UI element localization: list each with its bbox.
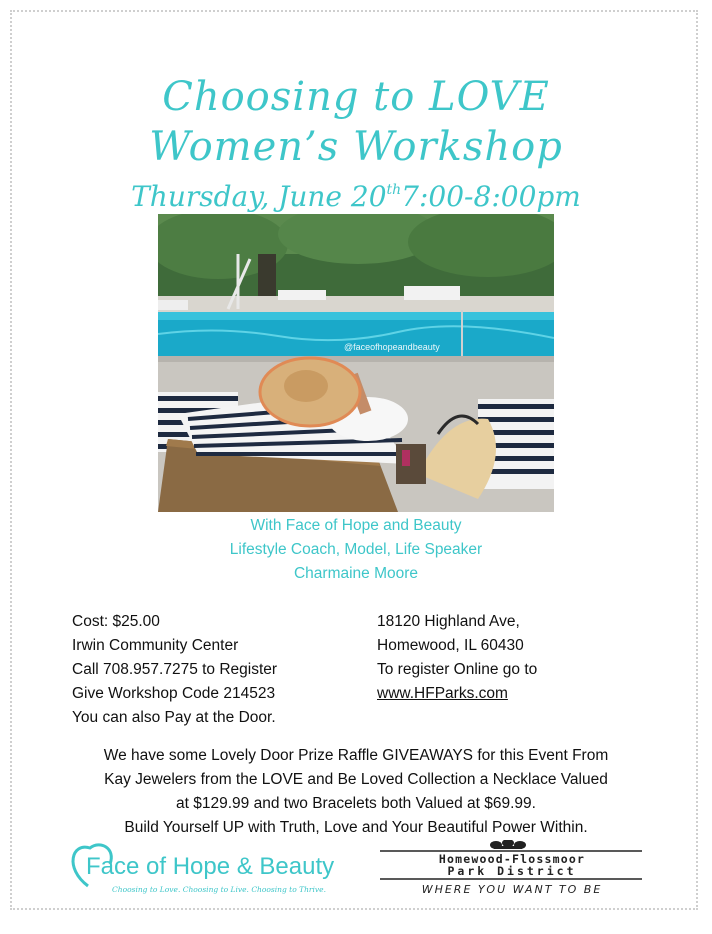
park-district-slogan: WHERE YOU WANT TO BE bbox=[421, 883, 603, 896]
park-district-logo bbox=[376, 840, 648, 898]
host-line-1: With Face of Hope and Beauty bbox=[250, 517, 462, 534]
title-line-2: Women’s Workshop bbox=[149, 124, 563, 170]
park-district-line-1: Homewood-Flossmoor bbox=[438, 852, 586, 866]
promo-line-1: We have some Lovely Door Prize Raffle GIVEAWAYS for this Event From bbox=[103, 747, 609, 764]
heart-logo-icon bbox=[70, 838, 350, 898]
date-text: Thursday, June 20 bbox=[131, 180, 387, 213]
phone-text: Call 708.957.7275 to Register bbox=[72, 661, 278, 678]
pool-photo-illustration bbox=[158, 214, 554, 512]
register-online-text: To register Online go to bbox=[377, 661, 538, 678]
host-name: Charmaine Moore bbox=[293, 565, 419, 582]
promo-line-3: at $129.99 and two Bracelets both Valued at $69.99. bbox=[176, 795, 536, 812]
face-of-hope-tagline: Choosing to Love. Choosing to Live. Choosing to Thrive. bbox=[112, 885, 326, 894]
promo-line-4: Build Yourself UP with Truth, Love and Your Beautiful Power Within. bbox=[124, 819, 588, 836]
pay-at-door-text: You can also Pay at the Door. bbox=[72, 709, 276, 726]
event-details-left bbox=[72, 610, 277, 730]
cost-text: Cost: $25.00 bbox=[72, 613, 160, 630]
venue-text: Irwin Community Center bbox=[72, 637, 239, 654]
park-district-line-2: Park District bbox=[447, 864, 577, 878]
address-line-1: 18120 Highland Ave, bbox=[377, 613, 520, 630]
promo-line-2: Kay Jewelers from the LOVE and Be Loved Collection a Necklace Valued bbox=[104, 771, 608, 788]
photo-watermark: @faceofhopeandbeauty bbox=[344, 342, 440, 352]
date-suffix: th bbox=[386, 182, 402, 198]
pool-photo bbox=[158, 214, 554, 512]
address-line-2: Homewood, IL 60430 bbox=[377, 637, 524, 654]
time-text: 7:00-8:00pm bbox=[401, 180, 581, 213]
promo-text bbox=[40, 744, 672, 840]
face-of-hope-logo bbox=[70, 838, 350, 898]
workshop-code-text: Give Workshop Code 214523 bbox=[72, 685, 276, 702]
park-district-emblem bbox=[376, 840, 648, 898]
face-of-hope-name: Face of Hope & Beauty bbox=[86, 853, 335, 880]
hfparks-link[interactable]: www.HFParks.com bbox=[377, 685, 508, 702]
event-date bbox=[0, 180, 712, 213]
host-line-2: Lifestyle Coach, Model, Life Speaker bbox=[229, 541, 483, 558]
event-details-right bbox=[377, 610, 537, 706]
title-line-1: Choosing to LOVE bbox=[162, 74, 550, 120]
